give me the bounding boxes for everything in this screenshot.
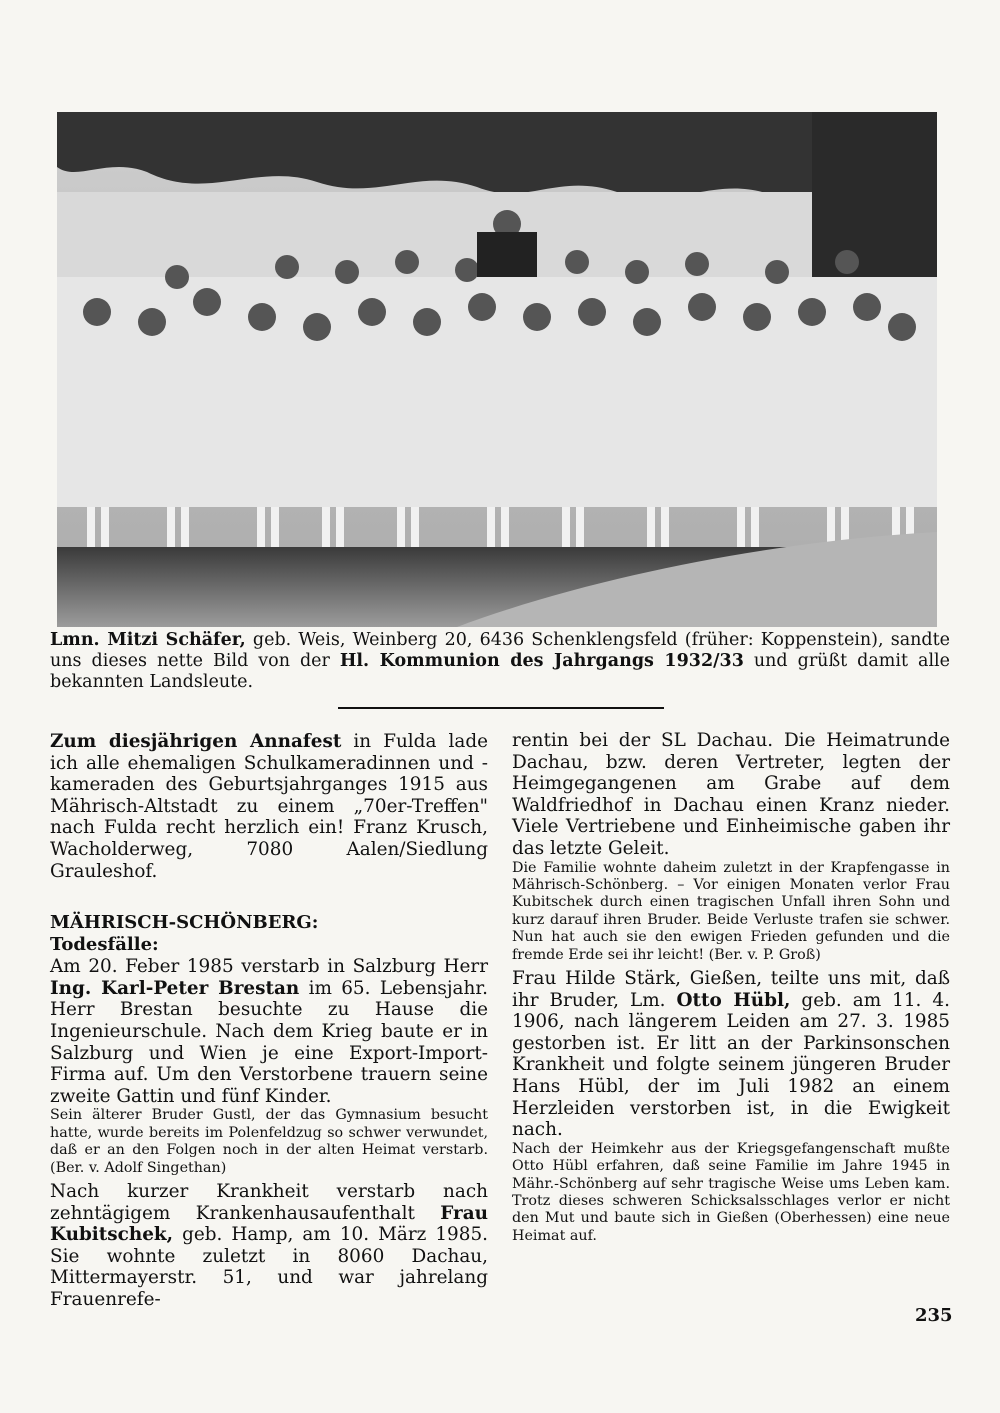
kubitschek-note: Die Familie wohnte daheim zuletzt in der Krapfengasse in Mährisch-Schönberg. – Vor einigen Monaten verlor Frau Kubitschek durch einen tragischen Unfall ihren Sohn und kurz darauf ihren Bruder. Beide Verluste trafen sie schwer. Nun hat auch sie den ewigen Frieden gefunden und die fremde Erde sei ihr leicht! (Ber. v. P. Groß) [512, 859, 950, 963]
kubitschek-name: Frau Kubitschek, [50, 1202, 488, 1246]
annafest-text: in Fulda lade ich alle ehemaligen Schulkameradinnen und -kameraden des Geburtsjahrganges 1915 aus Mährisch-Altstadt zu einem „70er-Treffen" nach Fulda recht herzlich ein! Franz Krusch, Wacholderweg, 7080 Aalen/Siedlung Grauleshof. [50, 731, 488, 882]
annafest-lead: Zum diesjährigen Annafest [50, 731, 342, 752]
brestan-text-2: im 65. Lebensjahr. Herr Brestan besuchte zu Hause die Ingenieurschule. Nach dem Krieg baute er in Salzburg und Wien je eine Export-Import-Firma auf. Um den Verstorbene trauern seine zweite Gattin und fünf Kinder. [50, 977, 488, 1107]
brestan-note: Sein älterer Bruder Gustl, der das Gymnasium besucht hatte, wurde bereits im Polenfeldzug so schwer verwundet, daß er an den Folgen noch in der alten Heimat verstarb. (Ber. v. Adolf Singethan) [50, 1107, 488, 1176]
kubitschek-text-1: Nach kurzer Krankheit verstarb nach zehntägigem Krankenhausaufenthalt [50, 1180, 488, 1224]
brestan-text-1: Am 20. Feber 1985 verstarb in Salzburg Herr [50, 956, 488, 978]
huebl-paragraph [512, 968, 950, 1141]
brestan-paragraph [50, 956, 488, 1107]
caption-name: Lmn. Mitzi Schäfer, [50, 630, 246, 650]
kubitschek-paragraph [50, 1181, 488, 1311]
section-heading: MÄHRISCH-SCHÖNBERG: [50, 912, 319, 934]
section-subheading: Todesfälle: [50, 934, 159, 956]
group-photo [57, 112, 937, 627]
photo-caption [50, 630, 950, 693]
kubitschek-continuation: rentin bei der SL Dachau. Die Heimatrunde Dachau, bzw. deren Vertreter, legten der Heimgegangenen am Grabe auf dem Waldfriedhof in Dachau einen Kranz nieder. Viele Vertriebene und Einheimische gaben ihr das letzte Geleit. [512, 730, 950, 859]
page-number: 235 [915, 1305, 953, 1326]
group-photo-drawing [57, 112, 937, 627]
huebl-name: Otto Hübl, [676, 989, 791, 1011]
kubitschek-text-2: geb. Hamp, am 10. März 1985. Sie wohnte zuletzt in 8060 Dachau, Mittermayerstr. 51, und war jahrelang Frauenrefe- [50, 1224, 488, 1310]
divider-rule [338, 707, 664, 709]
huebl-note: Nach der Heimkehr aus der Kriegsgefangenschaft mußte Otto Hübl erfahren, daß seine Familie im Jahre 1945 in Mähr.-Schönberg auf sehr tragische Weise ums Leben kam. Trotz dieses schweren Schicksalsschlages verlor er nicht den Mut und baute sich in Gießen (Oberhessen) eine neue Heimat auf. [512, 1140, 950, 1244]
brestan-name: Ing. Karl-Peter Brestan [50, 977, 300, 999]
huebl-text-1: Frau Hilde Stärk, Gießen, teilte uns mit, daß ihr Bruder, Lm. [512, 968, 950, 1011]
caption-text-1: geb. Weis, Weinberg 20, 6436 Schenklengsfeld (früher: Koppenstein), sandte uns dieses nette Bild von der [50, 630, 950, 671]
right-column [512, 730, 950, 1245]
caption-highlight: Hl. Kommunion des Jahrgangs 1932/33 [339, 651, 744, 671]
left-column [50, 731, 488, 1311]
caption-text-2: und grüßt damit alle bekannten Landsleute. [50, 651, 951, 692]
huebl-text-2: geb. am 11. 4. 1906, nach längerem Leiden am 27. 3. 1985 gestorben ist. Er litt an der Parkinsonschen Krankheit und folgte seinem jüngeren Bruder Hans Hübl, der im Juli 1982 an einem Herzleiden verstorben ist, in die Ewigkeit nach. [512, 989, 950, 1141]
annafest-paragraph [50, 731, 488, 882]
